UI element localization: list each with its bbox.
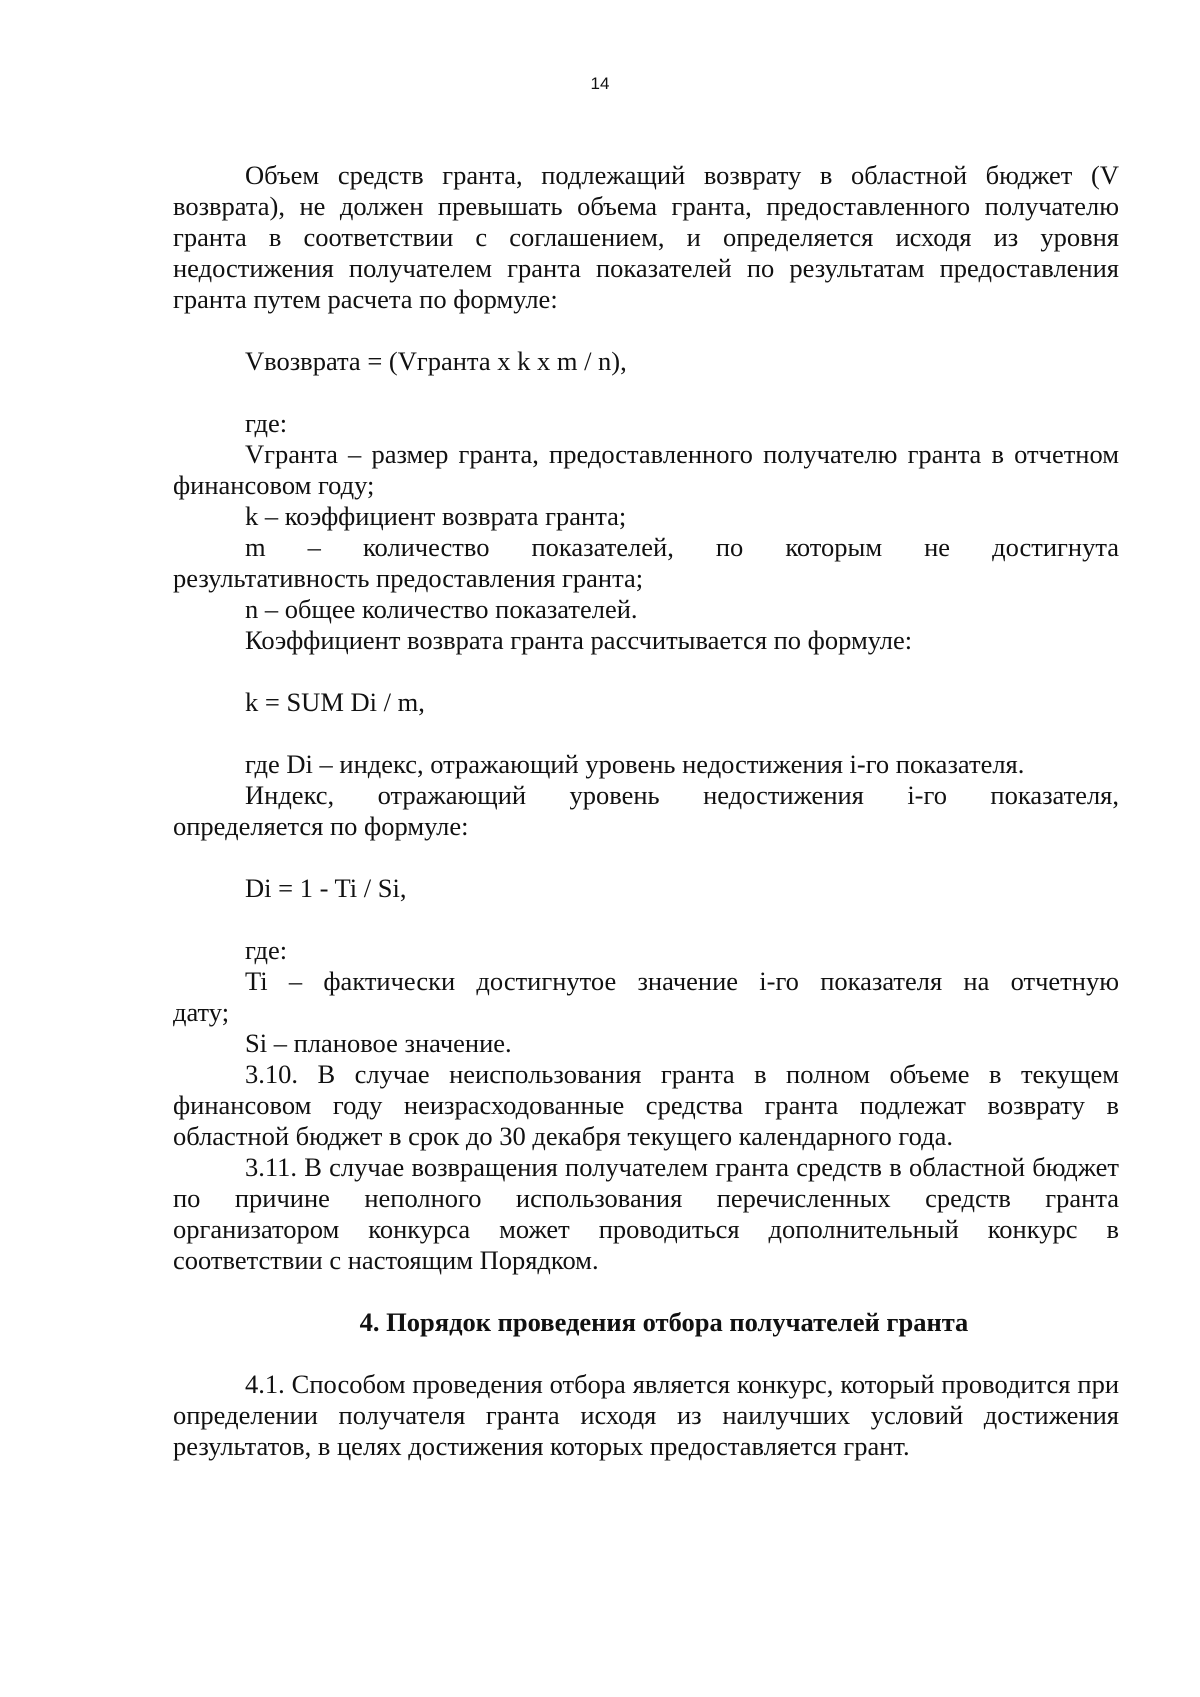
page-number: 14	[590, 74, 610, 93]
definition-ti-line1: Ti – фактически достигнутое значение i-го показателя на отчетную	[245, 966, 1119, 996]
where-label-2: где:	[245, 935, 288, 965]
where-label: где:	[245, 408, 288, 438]
paragraph-refund-volume: Объем средств гранта, подлежащий возврату в областной бюджет (V возврата), не должен превышать объема гранта, предоставленного получателю гранта в соответствии с соглашением, и определяется исходя из уровня недостижения получателем гранта показателей по результатам предоставления гранта путем расчета по формуле:	[173, 160, 1119, 314]
index-intro-line1: Индекс, отражающий уровень недостижения i-го показателя,	[245, 780, 1119, 810]
paragraph-3-10: 3.10. В случае неиспользования гранта в полном объеме в текущем финансовом году неизрасходованные средства гранта подлежат возврату в областной бюджет в срок до 30 декабря текущего календарного года.	[173, 1059, 1119, 1151]
section-4-heading: 4. Порядок проведения отбора получателей гранта	[359, 1307, 969, 1337]
formula-refund-volume: Vвозврата = (Vгранта x k x m / n),	[245, 346, 627, 376]
formula-index: Di = 1 - Ti / Si,	[245, 873, 407, 903]
index-intro-line2: определяется по формуле:	[173, 811, 469, 841]
definition-ti-line2: дату;	[173, 997, 230, 1027]
coefficient-intro: Коэффициент возврата гранта рассчитывается по формуле:	[245, 625, 913, 655]
definition-k: k – коэффициент возврата гранта;	[245, 501, 627, 531]
definition-m-line2: результативность предоставления гранта;	[173, 563, 644, 593]
definition-vgranta: Vгранта – размер гранта, предоставленного получателю гранта в отчетном финансовом году;	[173, 439, 1119, 500]
definition-m-line1: m – количество показателей, по которым не достигнута	[245, 532, 1119, 562]
paragraph-3-11: 3.11. В случае возвращения получателем гранта средств в областной бюджет по причине неполного использования перечисленных средств гранта организатором конкурса может проводиться дополнительный конкурс в соответствии с настоящим Порядком.	[173, 1152, 1119, 1275]
formula-coefficient: k = SUM Di / m,	[245, 687, 425, 717]
definition-n: n – общее количество показателей.	[245, 594, 638, 624]
definition-si: Si – плановое значение.	[245, 1028, 512, 1058]
definition-di: где Di – индекс, отражающий уровень недостижения i-го показателя.	[245, 749, 1025, 779]
paragraph-4-1: 4.1. Способом проведения отбора является конкурс, который проводится при определении получателя гранта исходя из наилучших условий достижения результатов, в целях достижения которых предоставляется грант.	[173, 1369, 1119, 1461]
document-body	[173, 160, 1119, 1462]
